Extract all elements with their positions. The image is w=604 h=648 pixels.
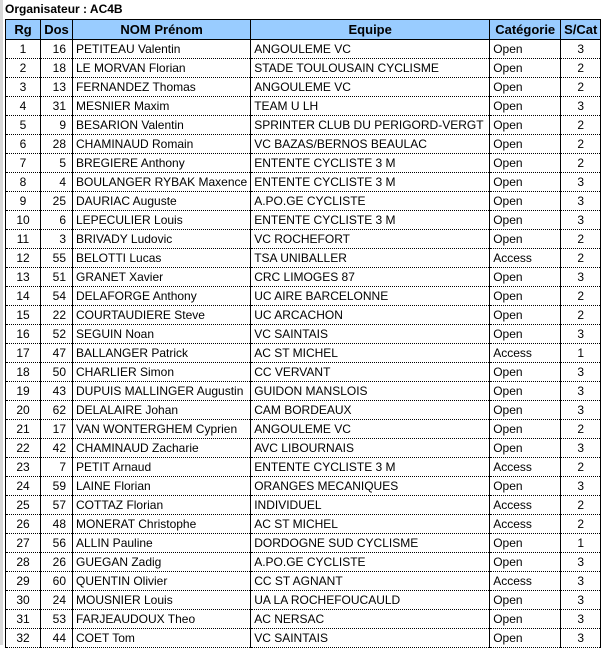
cell-nom: CHAMINAUD Zacharie (73, 439, 251, 458)
cell-dos: 18 (41, 59, 73, 78)
cell-equipe: VC ROCHEFORT (251, 230, 490, 249)
cell-equipe: INDIVIDUEL (251, 496, 490, 515)
cell-nom: BESARION Valentin (73, 116, 251, 135)
cell-rg: 17 (6, 344, 41, 363)
cell-nom: MOUSNIER Louis (73, 591, 251, 610)
cell-scat: 1 (561, 344, 601, 363)
header-row (6, 20, 601, 40)
cell-rg: 16 (6, 325, 41, 344)
cell-nom: GUEGAN Zadig (73, 553, 251, 572)
cell-dos: 51 (41, 268, 73, 287)
cell-equipe: UC AIRE BARCELONNE (251, 287, 490, 306)
cell-equipe: SPRINTER CLUB DU PERIGORD-VERGT (251, 116, 490, 135)
cell-dos: 50 (41, 363, 73, 382)
cell-scat: 3 (561, 363, 601, 382)
table-row (6, 211, 601, 230)
cell-scat: 3 (561, 268, 601, 287)
cell-rg: 29 (6, 572, 41, 591)
cell-scat: 3 (561, 401, 601, 420)
table-row (6, 420, 601, 439)
cell-equipe: TEAM U LH (251, 97, 490, 116)
cell-dos: 44 (41, 629, 73, 648)
cell-dos: 31 (41, 97, 73, 116)
header-categorie: Catégorie (490, 20, 561, 40)
cell-nom: COET Tom (73, 629, 251, 648)
cell-scat: 2 (561, 515, 601, 534)
cell-scat: 2 (561, 59, 601, 78)
cell-categorie: Open (490, 40, 561, 59)
cell-rg: 26 (6, 515, 41, 534)
cell-dos: 59 (41, 477, 73, 496)
cell-rg: 8 (6, 173, 41, 192)
cell-dos: 52 (41, 325, 73, 344)
cell-rg: 24 (6, 477, 41, 496)
cell-nom: CHAMINAUD Romain (73, 135, 251, 154)
cell-nom: DELAFORGE Anthony (73, 287, 251, 306)
cell-scat: 2 (561, 420, 601, 439)
cell-categorie: Open (490, 135, 561, 154)
cell-rg: 6 (6, 135, 41, 154)
cell-categorie: Open (490, 287, 561, 306)
table-row (6, 553, 601, 572)
cell-nom: PETITEAU Valentin (73, 40, 251, 59)
cell-nom: FARJEAUDOUX Theo (73, 610, 251, 629)
organizer-title: Organisateur : AC4B (5, 2, 123, 16)
cell-dos: 42 (41, 439, 73, 458)
cell-scat: 2 (561, 287, 601, 306)
cell-equipe: AC ST MICHEL (251, 344, 490, 363)
results-table (5, 19, 601, 648)
table-row (6, 173, 601, 192)
cell-categorie: Open (490, 230, 561, 249)
cell-equipe: ANGOULEME VC (251, 40, 490, 59)
table-row (6, 572, 601, 591)
cell-scat: 2 (561, 116, 601, 135)
table-row (6, 439, 601, 458)
cell-categorie: Open (490, 59, 561, 78)
cell-scat: 2 (561, 306, 601, 325)
cell-categorie: Access (490, 458, 561, 477)
cell-scat: 3 (561, 97, 601, 116)
table-row (6, 458, 601, 477)
cell-scat: 3 (561, 553, 601, 572)
cell-equipe: A.PO.GE CYCLISTE (251, 192, 490, 211)
cell-scat: 1 (561, 534, 601, 553)
cell-nom: BELOTTI Lucas (73, 249, 251, 268)
cell-categorie: Access (490, 249, 561, 268)
cell-equipe: DORDOGNE SUD CYCLISME (251, 534, 490, 553)
cell-nom: COTTAZ Florian (73, 496, 251, 515)
cell-rg: 27 (6, 534, 41, 553)
cell-equipe: VC BAZAS/BERNOS BEAULAC (251, 135, 490, 154)
cell-dos: 55 (41, 249, 73, 268)
cell-dos: 3 (41, 230, 73, 249)
cell-rg: 20 (6, 401, 41, 420)
cell-nom: BOULANGER RYBAK Maxence (73, 173, 251, 192)
cell-dos: 24 (41, 591, 73, 610)
cell-nom: VAN WONTERGHEM Cyprien (73, 420, 251, 439)
cell-nom: FERNANDEZ Thomas (73, 78, 251, 97)
cell-rg: 13 (6, 268, 41, 287)
cell-rg: 15 (6, 306, 41, 325)
cell-nom: MESNIER Maxim (73, 97, 251, 116)
cell-dos: 6 (41, 211, 73, 230)
window-left-edge (0, 0, 3, 645)
header-dos: Dos (41, 20, 73, 40)
table-row (6, 97, 601, 116)
table-row (6, 591, 601, 610)
cell-categorie: Open (490, 116, 561, 135)
cell-equipe: CAM BORDEAUX (251, 401, 490, 420)
cell-scat: 2 (561, 496, 601, 515)
table-row (6, 268, 601, 287)
cell-dos: 57 (41, 496, 73, 515)
cell-equipe: ENTENTE CYCLISTE 3 M (251, 458, 490, 477)
cell-equipe: ENTENTE CYCLISTE 3 M (251, 211, 490, 230)
table-row (6, 249, 601, 268)
cell-scat: 2 (561, 154, 601, 173)
cell-nom: DUPUIS MALLINGER Augustin (73, 382, 251, 401)
cell-scat: 3 (561, 173, 601, 192)
table-row (6, 306, 601, 325)
table-row (6, 401, 601, 420)
cell-equipe: GUIDON MANSLOIS (251, 382, 490, 401)
cell-rg: 9 (6, 192, 41, 211)
cell-scat: 3 (561, 477, 601, 496)
cell-scat: 3 (561, 382, 601, 401)
cell-rg: 22 (6, 439, 41, 458)
table-row (6, 135, 601, 154)
cell-dos: 47 (41, 344, 73, 363)
table-row (6, 382, 601, 401)
cell-dos: 13 (41, 78, 73, 97)
cell-rg: 10 (6, 211, 41, 230)
cell-dos: 9 (41, 116, 73, 135)
cell-categorie: Open (490, 610, 561, 629)
cell-categorie: Open (490, 553, 561, 572)
cell-dos: 48 (41, 515, 73, 534)
cell-categorie: Open (490, 306, 561, 325)
cell-categorie: Access (490, 344, 561, 363)
cell-dos: 62 (41, 401, 73, 420)
cell-rg: 7 (6, 154, 41, 173)
cell-equipe: ANGOULEME VC (251, 78, 490, 97)
cell-rg: 31 (6, 610, 41, 629)
cell-dos: 16 (41, 40, 73, 59)
table-row (6, 344, 601, 363)
cell-nom: LEPECULIER Louis (73, 211, 251, 230)
cell-dos: 43 (41, 382, 73, 401)
table-row (6, 496, 601, 515)
cell-categorie: Access (490, 572, 561, 591)
cell-rg: 11 (6, 230, 41, 249)
cell-categorie: Open (490, 439, 561, 458)
cell-nom: CHARLIER Simon (73, 363, 251, 382)
cell-nom: GRANET Xavier (73, 268, 251, 287)
cell-equipe: ORANGES MECANIQUES (251, 477, 490, 496)
cell-scat: 3 (561, 211, 601, 230)
cell-equipe: VC SAINTAIS (251, 629, 490, 648)
cell-equipe: CC ST AGNANT (251, 572, 490, 591)
cell-rg: 25 (6, 496, 41, 515)
cell-scat: 3 (561, 192, 601, 211)
cell-nom: COURTAUDIERE Steve (73, 306, 251, 325)
cell-rg: 1 (6, 40, 41, 59)
cell-equipe: CC VERVANT (251, 363, 490, 382)
cell-nom: BREGIERE Anthony (73, 154, 251, 173)
cell-rg: 28 (6, 553, 41, 572)
cell-scat: 2 (561, 135, 601, 154)
table-row (6, 534, 601, 553)
cell-rg: 23 (6, 458, 41, 477)
cell-scat: 2 (561, 458, 601, 477)
table-row (6, 515, 601, 534)
cell-dos: 22 (41, 306, 73, 325)
cell-nom: BRIVADY Ludovic (73, 230, 251, 249)
cell-dos: 53 (41, 610, 73, 629)
cell-dos: 60 (41, 572, 73, 591)
cell-categorie: Open (490, 629, 561, 648)
cell-rg: 14 (6, 287, 41, 306)
cell-categorie: Open (490, 78, 561, 97)
cell-equipe: UC ARCACHON (251, 306, 490, 325)
cell-rg: 18 (6, 363, 41, 382)
cell-rg: 12 (6, 249, 41, 268)
cell-nom: PETIT Arnaud (73, 458, 251, 477)
cell-nom: DELALAIRE Johan (73, 401, 251, 420)
cell-categorie: Open (490, 382, 561, 401)
cell-categorie: Access (490, 496, 561, 515)
cell-categorie: Open (490, 534, 561, 553)
cell-categorie: Access (490, 515, 561, 534)
cell-nom: MONERAT Christophe (73, 515, 251, 534)
cell-dos: 54 (41, 287, 73, 306)
cell-equipe: VC SAINTAIS (251, 325, 490, 344)
cell-scat: 3 (561, 439, 601, 458)
cell-scat: 3 (561, 610, 601, 629)
cell-dos: 56 (41, 534, 73, 553)
cell-dos: 25 (41, 192, 73, 211)
table-row (6, 325, 601, 344)
table-body (6, 40, 601, 648)
table-row (6, 610, 601, 629)
cell-equipe: AVC LIBOURNAIS (251, 439, 490, 458)
table-row (6, 363, 601, 382)
cell-nom: QUENTIN Olivier (73, 572, 251, 591)
cell-dos: 4 (41, 173, 73, 192)
cell-categorie: Open (490, 268, 561, 287)
cell-categorie: Open (490, 420, 561, 439)
cell-categorie: Open (490, 363, 561, 382)
cell-categorie: Open (490, 211, 561, 230)
cell-dos: 26 (41, 553, 73, 572)
table-row (6, 78, 601, 97)
cell-nom: ALLIN Pauline (73, 534, 251, 553)
table-row (6, 59, 601, 78)
table-row (6, 477, 601, 496)
cell-categorie: Open (490, 591, 561, 610)
cell-categorie: Open (490, 401, 561, 420)
table-row (6, 154, 601, 173)
cell-categorie: Open (490, 477, 561, 496)
header-rg: Rg (6, 20, 41, 40)
table-row (6, 287, 601, 306)
cell-equipe: UA LA ROCHEFOUCAULD (251, 591, 490, 610)
cell-dos: 17 (41, 420, 73, 439)
table-row (6, 192, 601, 211)
cell-equipe: ENTENTE CYCLISTE 3 M (251, 173, 490, 192)
cell-nom: BALLANGER Patrick (73, 344, 251, 363)
cell-rg: 32 (6, 629, 41, 648)
cell-equipe: AC ST MICHEL (251, 515, 490, 534)
header-nom: NOM Prénom (73, 20, 251, 40)
header-scat: S/Cat (561, 20, 601, 40)
table-row (6, 230, 601, 249)
cell-scat: 3 (561, 591, 601, 610)
table-row (6, 40, 601, 59)
cell-rg: 19 (6, 382, 41, 401)
cell-equipe: CRC LIMOGES 87 (251, 268, 490, 287)
cell-rg: 4 (6, 97, 41, 116)
cell-scat: 3 (561, 629, 601, 648)
cell-scat: 3 (561, 572, 601, 591)
cell-rg: 30 (6, 591, 41, 610)
cell-equipe: AC NERSAC (251, 610, 490, 629)
cell-scat: 2 (561, 230, 601, 249)
cell-equipe: A.PO.GE CYCLISTE (251, 553, 490, 572)
cell-rg: 5 (6, 116, 41, 135)
cell-scat: 2 (561, 249, 601, 268)
header-equipe: Equipe (251, 20, 490, 40)
cell-scat: 2 (561, 78, 601, 97)
cell-equipe: ENTENTE CYCLISTE 3 M (251, 154, 490, 173)
cell-rg: 2 (6, 59, 41, 78)
cell-scat: 3 (561, 40, 601, 59)
cell-dos: 5 (41, 154, 73, 173)
cell-equipe: ANGOULEME VC (251, 420, 490, 439)
cell-nom: SEGUIN Noan (73, 325, 251, 344)
cell-scat: 3 (561, 325, 601, 344)
cell-equipe: STADE TOULOUSAIN CYCLISME (251, 59, 490, 78)
cell-rg: 3 (6, 78, 41, 97)
cell-categorie: Open (490, 192, 561, 211)
cell-rg: 21 (6, 420, 41, 439)
cell-nom: LE MORVAN Florian (73, 59, 251, 78)
cell-categorie: Open (490, 97, 561, 116)
cell-dos: 7 (41, 458, 73, 477)
cell-categorie: Open (490, 325, 561, 344)
cell-equipe: TSA UNIBALLER (251, 249, 490, 268)
cell-nom: DAURIAC Auguste (73, 192, 251, 211)
cell-categorie: Open (490, 154, 561, 173)
cell-dos: 28 (41, 135, 73, 154)
cell-categorie: Open (490, 173, 561, 192)
table-row (6, 116, 601, 135)
cell-nom: LAINE Florian (73, 477, 251, 496)
